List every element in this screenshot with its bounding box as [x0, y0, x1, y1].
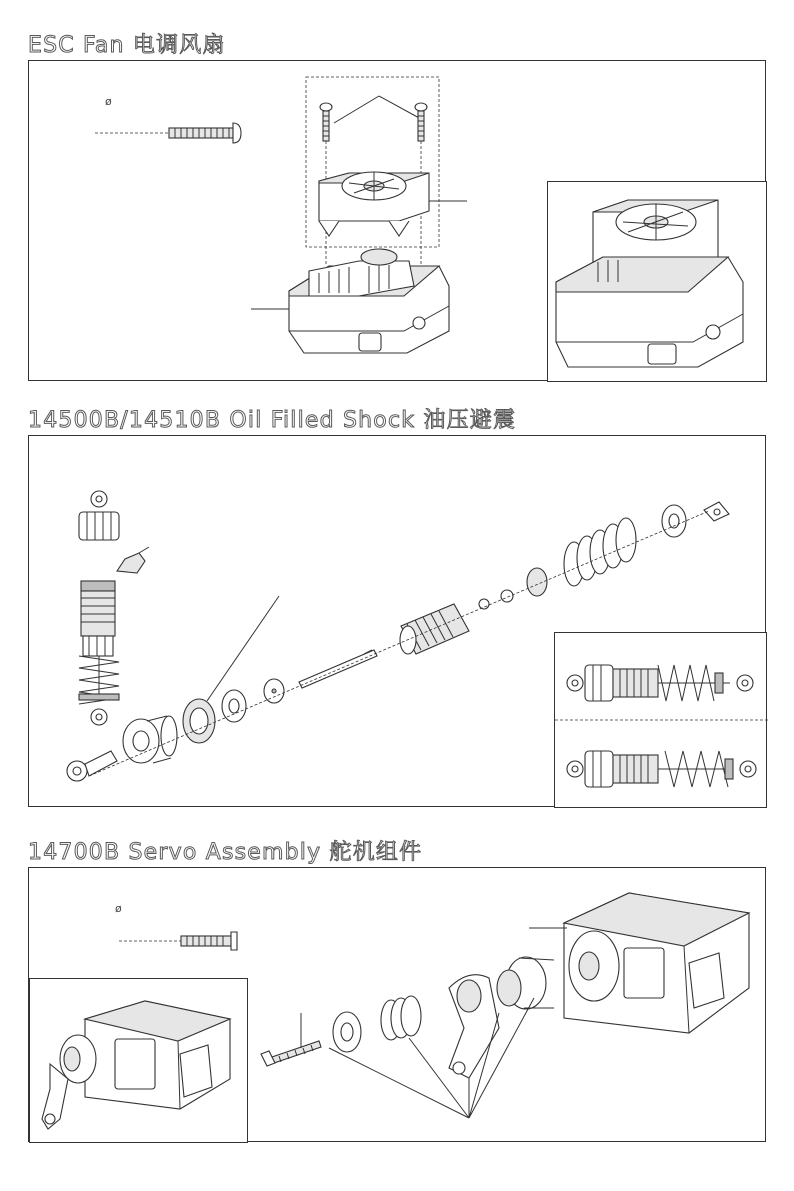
cooling-fan — [319, 172, 429, 236]
shock-cap — [79, 512, 119, 540]
fan-screw-right — [415, 103, 427, 141]
shock-spring-cup — [662, 505, 686, 537]
shock-body — [400, 604, 469, 654]
shock-spring-collar — [527, 568, 547, 596]
esc-body — [289, 249, 449, 353]
assembled-esc-body — [556, 257, 743, 367]
shock-spring — [564, 518, 636, 586]
servo-body — [564, 893, 749, 1033]
servo-horn-arm — [449, 975, 499, 1078]
oil-bottle-icon — [117, 547, 149, 573]
shock-panel — [28, 435, 766, 807]
servo-screw-diameter-symbol: ø — [115, 902, 122, 915]
servo-loose-screw — [181, 932, 237, 950]
esc-fan-panel — [28, 60, 766, 381]
loose-screw — [169, 123, 241, 143]
servo-panel — [28, 867, 766, 1142]
assembled-servo — [60, 1001, 230, 1109]
servo-horn-cup — [497, 957, 554, 1009]
servo-assembled-inset — [29, 978, 248, 1143]
shock-top-eyelet — [91, 491, 107, 507]
shock-rod-end — [67, 751, 117, 781]
servo-title: 14700B Servo Assembly 舵机组件 — [28, 840, 423, 865]
servo-saver-spring — [381, 996, 421, 1040]
servo-assembled-drawing — [30, 979, 249, 1144]
shock-o-rings — [479, 590, 513, 609]
assembled-shock-left — [79, 581, 119, 725]
fan-screw-left — [320, 103, 332, 141]
servo-washer — [333, 1012, 361, 1052]
screw-diameter-symbol: ø — [105, 95, 112, 108]
shock-lower-cap — [123, 716, 177, 763]
esc-fan-assembled-drawing — [548, 182, 768, 383]
esc-fan-assembled-inset — [547, 181, 767, 382]
shock-washer — [222, 690, 246, 722]
servo-horn-screw — [261, 1041, 321, 1066]
shock-assembled-extended — [567, 751, 756, 787]
shock-assembled-drawing — [555, 633, 768, 809]
shock-title: 14500B/14510B Oil Filled Shock 油压避震 — [28, 408, 517, 433]
shock-shaft — [299, 650, 377, 688]
shock-assembled-inset — [554, 632, 767, 808]
shock-adjust-collar — [183, 699, 215, 743]
shock-assembled-compressed — [567, 665, 753, 701]
shock-piston — [264, 679, 284, 703]
esc-fan-title: ESC Fan 电调风扇 — [28, 33, 226, 58]
